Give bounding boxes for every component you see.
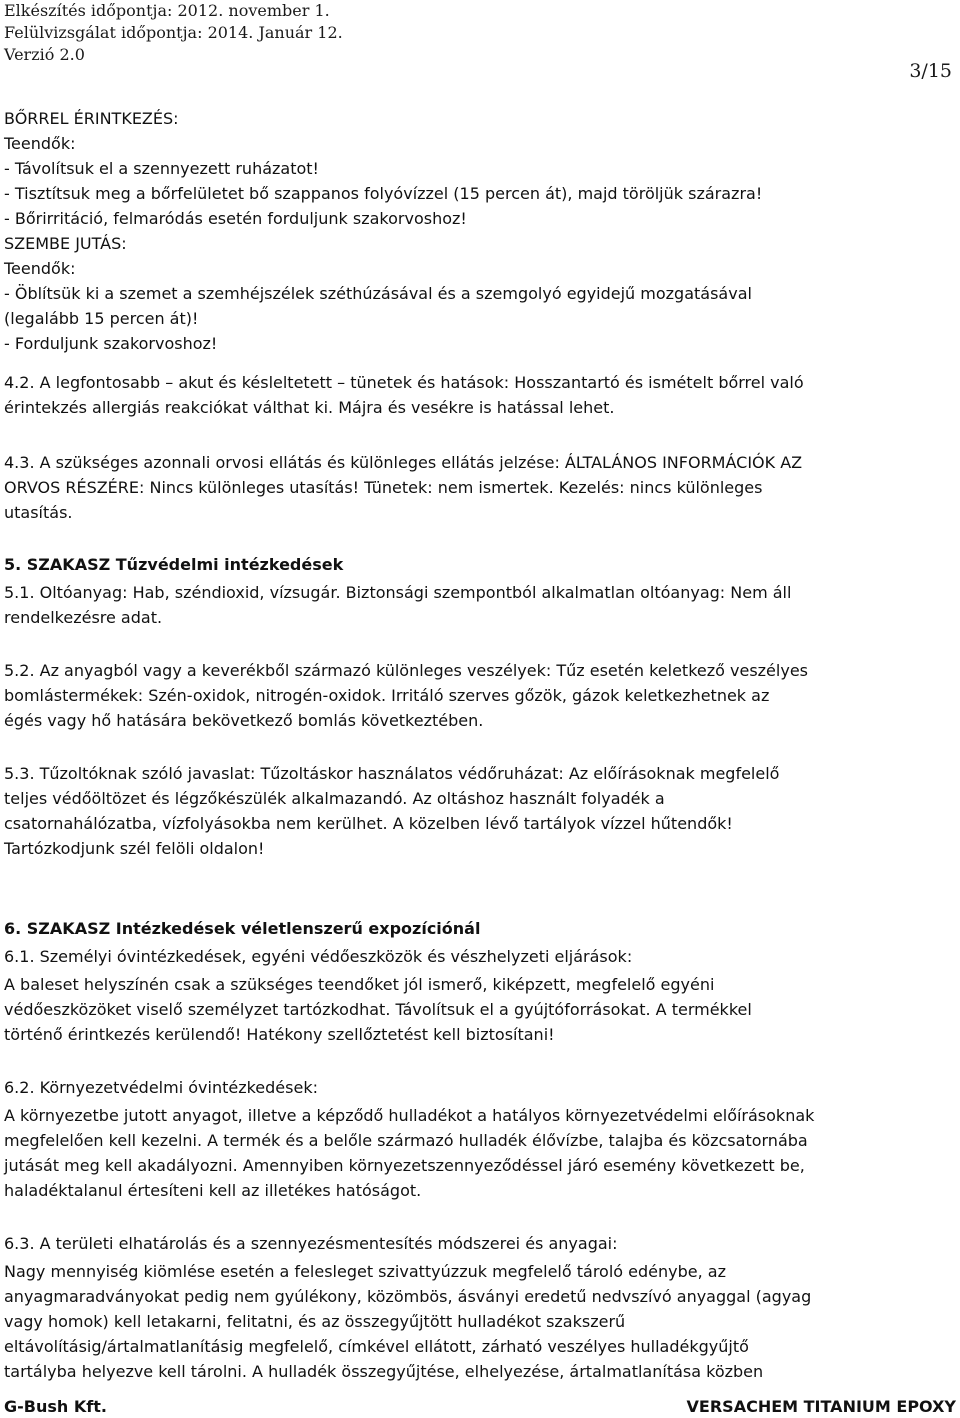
text-line: Teendők:	[4, 259, 76, 278]
text-line: - Távolítsuk el a szennyezett ruházatot!	[4, 159, 319, 178]
text-line: - Tisztítsuk meg a bőrfelületet bő szappanos folyóvízzel (15 percen át), majd töröljük szárazra!	[4, 184, 763, 203]
text-line: égés vagy hő hatására bekövetkező bomlás következtében.	[4, 711, 484, 730]
text-line: BŐRREL ÉRINTKEZÉS:	[4, 109, 179, 128]
text-line: Nagy mennyiség kiömlése esetén a felesleget szivattyúzzuk megfelelő tároló edénybe, az	[4, 1262, 726, 1281]
text-line: 6.2. Környezetvédelmi óvintézkedések:	[4, 1078, 318, 1097]
version: Verzió 2.0	[4, 45, 85, 64]
review-date: Felülvizsgálat időpontja: 2014. Január 12.	[4, 23, 343, 42]
text-line: Tartózkodjunk szél felöli oldalon!	[4, 839, 265, 858]
text-line: csatornahálózatba, vízfolyásokba nem kerülhet. A közelben lévő tartályok vízzel hűtendők!	[4, 814, 733, 833]
text-line: - Forduljunk szakorvoshoz!	[4, 334, 218, 353]
text-line: rendelkezésre adat.	[4, 608, 163, 627]
text-line: védőeszközöket viselő személyzet tartózkodhat. Távolítsuk el a gyújtóforrásokat. A termékkel	[4, 1000, 752, 1019]
section-heading: 6. SZAKASZ Intézkedések véletlenszerű expozíciónál	[4, 919, 481, 938]
text-line: utasítás.	[4, 503, 73, 522]
text-line: eltávolításig/ártalmatlanításig megfelelő, címkével ellátott, zárható veszélyes hulladékgyűjtő	[4, 1337, 749, 1356]
text-line: haladéktalanul értesíteni kell az illetékes hatóságot.	[4, 1181, 422, 1200]
text-line: tartályba helyezve kell tárolni. A hulladék összegyűjtése, elhelyezése, ártalmatlanítása közben	[4, 1362, 764, 1381]
text-line: ORVOS RÉSZÉRE: Nincs különleges utasítás! Tünetek: nem ismertek. Kezelés: nincs különleges	[4, 478, 763, 497]
text-line: jutását meg kell akadályozni. Amennyiben környezetszennyeződéssel járó esemény következett be,	[4, 1156, 805, 1175]
text-line: - Öblítsük ki a szemet a szemhéjszélek széthúzásával és a szemgolyó egyidejű mozgatásával	[4, 284, 752, 303]
text-line: vagy homok) kell letakarni, felitatni, és az összegyűjtött hulladékot szakszerű	[4, 1312, 626, 1331]
text-line: 5.3. Tűzoltóknak szóló javaslat: Tűzoltáskor használatos védőruházat: Az előírásoknak megfelelő	[4, 764, 780, 783]
text-line: teljes védőöltözet és légzőkészülék alkalmazandó. Az oltáshoz használt folyadék a	[4, 789, 665, 808]
text-line: bomlástermékek: Szén-oxidok, nitrogén-oxidok. Irritáló szerves gőzök, gázok keletkezhetnek az	[4, 686, 770, 705]
text-line: 5.1. Oltóanyag: Hab, széndioxid, vízsugár. Biztonsági szempontból alkalmatlan oltóanyag: Nem áll	[4, 583, 792, 602]
footer-company: G-Bush Kft.	[4, 1397, 107, 1416]
text-line: anyagmaradványokat pedig nem gyúlékony, közömbös, ásványi eredetű nedvszívó anyaggal (agyag	[4, 1287, 812, 1306]
document-header	[4, 0, 343, 66]
text-line: 5.2. Az anyagból vagy a keverékből származó különleges veszélyek: Tűz esetén keletkező veszélyes	[4, 661, 808, 680]
page-number: 3/15	[909, 60, 952, 82]
text-line: (legalább 15 percen át)!	[4, 309, 199, 328]
text-line: 6.3. A területi elhatárolás és a szennyezésmentesítés módszerei és anyagai:	[4, 1234, 618, 1253]
text-line: 4.3. A szükséges azonnali orvosi ellátás és különleges ellátás jelzése: ÁLTALÁNOS INFORMÁCIÓK AZ	[4, 453, 803, 472]
text-line: A baleset helyszínén csak a szükséges teendőket jól ismerő, kiképzett, megfelelő egyéni	[4, 975, 715, 994]
text-line: 6.1. Személyi óvintézkedések, egyéni védőeszközök és vészhelyzeti eljárások:	[4, 947, 633, 966]
text-line: megfelelően kell kezelni. A termék és a belőle származó hulladék élővízbe, talajba és közcsatornába	[4, 1131, 808, 1150]
text-line: 4.2. A legfontosabb – akut és késleltetett – tünetek és hatások: Hosszantartó és ismételt bőrrel való	[4, 373, 804, 392]
text-line: SZEMBE JUTÁS:	[4, 234, 127, 253]
text-line: - Bőrirritáció, felmaródás esetén forduljunk szakorvoshoz!	[4, 209, 467, 228]
text-line: Teendők:	[4, 134, 76, 153]
footer-product: VERSACHEM TITANIUM EPOXY	[686, 1397, 956, 1416]
section-heading: 5. SZAKASZ Tűzvédelmi intézkedések	[4, 555, 344, 574]
created-date: Elkészítés időpontja: 2012. november 1.	[4, 1, 330, 20]
text-line: történő érintkezés kerülendő! Hatékony szellőztetést kell biztosítani!	[4, 1025, 555, 1044]
text-line: A környezetbe jutott anyagot, illetve a képződő hulladékot a hatályos környezetvédelmi előírásoknak	[4, 1106, 815, 1125]
text-line: érintekzés allergiás reakciókat válthat ki. Májra és vesékre is hatással lehet.	[4, 398, 615, 417]
